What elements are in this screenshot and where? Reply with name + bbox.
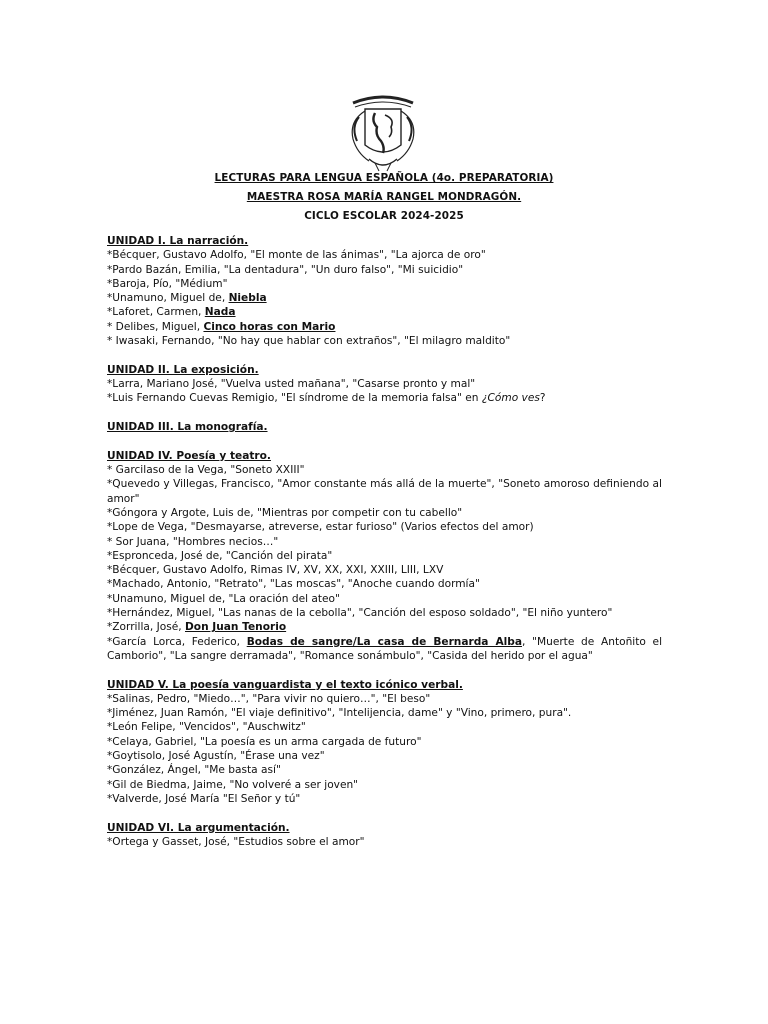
list-item: *Celaya, Gabriel, "La poesía es un arma cargada de futuro"	[107, 735, 422, 748]
list-item: *Espronceda, José de, "Canción del pirata"	[107, 549, 333, 562]
reading-list	[107, 234, 662, 849]
list-item: *Lope de Vega, "Desmayarse, atreverse, estar furioso" (Varios efectos del amor)	[107, 521, 534, 534]
list-item-author: *Laforet, Carmen,	[107, 306, 205, 319]
list-item: *Baroja, Pío, "Médium"	[107, 277, 228, 290]
list-item: *Unamuno, Miguel de, "La oración del ateo"	[107, 592, 340, 605]
list-item: *Ortega y Gasset, José, "Estudios sobre el amor"	[107, 835, 365, 848]
list-item: * Sor Juana, "Hombres necios…"	[107, 535, 279, 548]
unit-5	[107, 678, 662, 807]
list-item: *Jiménez, Juan Ramón, "El viaje definitivo", "Intelijencia, dame" y "Vino, primero, pura".	[107, 707, 572, 720]
list-item: * Iwasaki, Fernando, "No hay que hablar con extraños", "El milagro maldito"	[107, 335, 511, 348]
list-item: *Hernández, Miguel, "Las nanas de la cebolla", "Canción del esposo soldado", "El niño yuntero"	[107, 607, 613, 619]
list-item: *González, Ángel, "Me basta así"	[107, 764, 281, 777]
list-item: *Larra, Mariano José, "Vuelva usted mañana", "Casarse pronto y mal"	[107, 378, 476, 391]
list-item: *Valverde, José María "El Señor y tú"	[107, 792, 301, 805]
list-item: *Salinas, Pedro, "Miedo…", "Para vivir no quiero…", "El beso"	[107, 692, 431, 705]
header-title: LECTURAS PARA LENGUA ESPAÑOLA (4o. PREPARATORIA)	[214, 172, 554, 184]
unit-6	[107, 821, 662, 850]
list-item	[107, 291, 662, 305]
unam-seal-icon	[345, 93, 421, 175]
list-item-author: *García Lorca, Federico,	[107, 635, 247, 648]
list-item: *Bécquer, Gustavo Adolfo, "El monte de las ánimas", "La ajorca de oro"	[107, 249, 486, 262]
list-item: * Garcilaso de la Vega, "Soneto XXIII"	[107, 464, 305, 477]
list-item: *Quevedo y Villegas, Francisco, "Amor constante más allá de la muerte", "Soneto amoroso definiendo al amor"	[107, 478, 662, 505]
list-item: *Bécquer, Gustavo Adolfo, Rimas IV, XV, XX, XXI, XXIII, LIII, LXV	[107, 564, 444, 577]
unit-4	[107, 449, 662, 663]
list-item: *Pardo Bazán, Emilia, "La dentadura", "Un duro falso", "Mi suicidio"	[107, 263, 464, 276]
list-item: *Góngora y Argote, Luis de, "Mientras por competir con tu cabello"	[107, 506, 463, 519]
list-item-text: , "Muerte de Antoñito el Camborio", "La sangre derramada", "Romance sonámbulo", "Casida del herido por el agua"	[107, 635, 663, 662]
list-item	[107, 620, 662, 634]
list-item-author: *Zorrilla, José,	[107, 621, 185, 634]
list-item: *León Felipe, "Vencidos", "Auschwitz"	[107, 721, 306, 734]
document-header	[0, 169, 768, 226]
book-title: Nada	[204, 306, 236, 319]
book-title: Niebla	[228, 292, 267, 305]
header-teacher: MAESTRA ROSA MARÍA RANGEL MONDRAGÓN.	[246, 191, 522, 203]
book-title: Cinco horas con Mario	[203, 320, 336, 333]
magazine-title: ¿Cómo ves	[481, 392, 540, 405]
list-item: *Goytisolo, José Agustín, "Érase una vez"	[107, 750, 325, 763]
unit-2	[107, 363, 662, 406]
book-title: Don Juan Tenorio	[185, 621, 287, 634]
list-item	[107, 391, 662, 405]
list-item-author: * Delibes, Miguel,	[107, 320, 204, 333]
unit-title: UNIDAD III. La monografía.	[107, 421, 268, 434]
list-item	[107, 305, 662, 319]
list-item	[107, 320, 662, 334]
list-item: *Machado, Antonio, "Retrato", "Las moscas", "Anoche cuando dormía"	[107, 578, 480, 591]
unit-title: UNIDAD II. La exposición.	[107, 363, 259, 376]
list-item-text: *Luis Fernando Cuevas Remigio, "El síndrome de la memoria falsa" en	[107, 392, 482, 405]
unit-1	[107, 234, 662, 348]
unit-title: UNIDAD I. La narración.	[107, 235, 249, 247]
unit-title: UNIDAD IV. Poesía y teatro.	[107, 449, 271, 462]
unit-3	[107, 420, 662, 434]
list-item-text: ?	[539, 392, 546, 405]
unit-title: UNIDAD VI. La argumentación.	[107, 821, 290, 834]
list-item: *Gil de Biedma, Jaime, "No volveré a ser joven"	[107, 778, 359, 791]
unit-title: UNIDAD V. La poesía vanguardista y el texto icónico verbal.	[107, 678, 463, 691]
list-item-author: *Unamuno, Miguel de,	[107, 292, 229, 305]
header-cycle: CICLO ESCOLAR 2024-2025	[304, 210, 464, 222]
book-title: Bodas de sangre/La casa de Bernarda Alba	[246, 635, 523, 648]
list-item	[107, 635, 662, 664]
